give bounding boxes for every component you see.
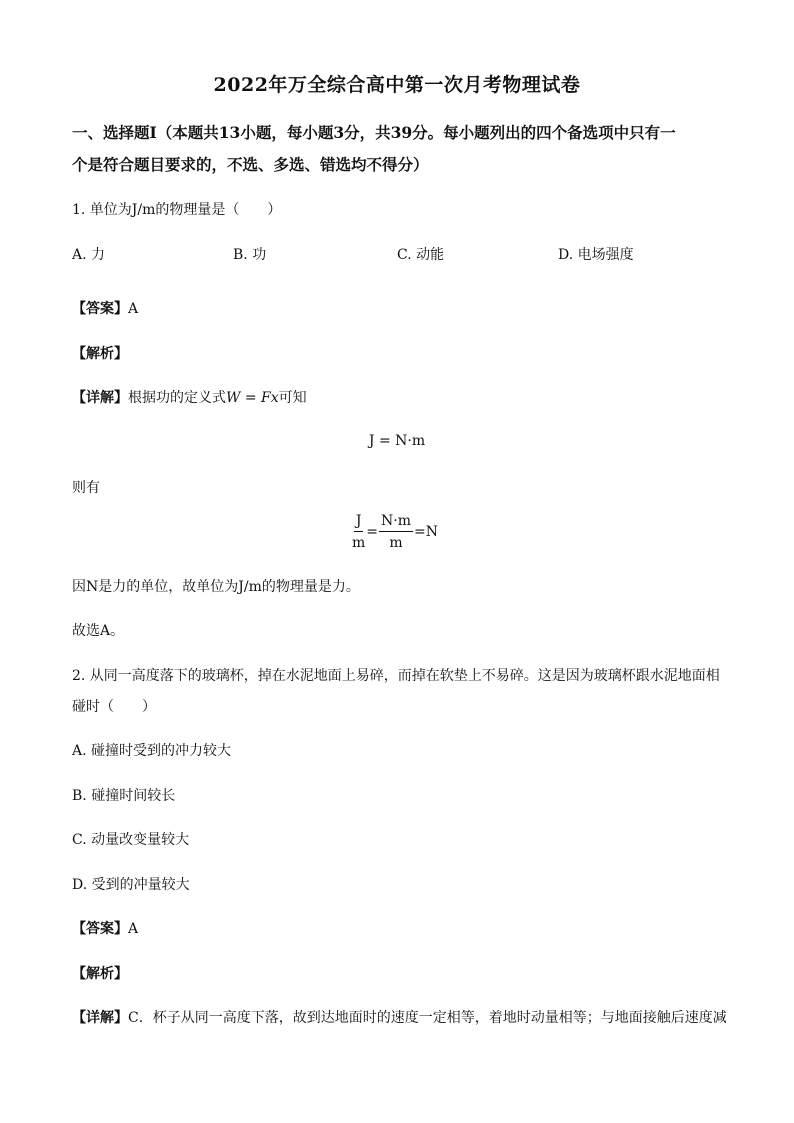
q2-stem-line-2: 碰时（ ） xyxy=(72,699,156,715)
answer-value: A xyxy=(128,921,139,937)
answer-value: A xyxy=(128,301,139,317)
section-heading-line-2: 个是符合题目要求的，不选、多选、错选均不得分） xyxy=(72,155,429,174)
fraction-2 xyxy=(379,513,413,551)
q1-choose: 故选A。 xyxy=(72,623,125,639)
equals-sign: = xyxy=(366,524,379,540)
equation-result: =N xyxy=(414,524,438,540)
q2-option-b: B. 碰撞时间较长 xyxy=(72,788,176,804)
detail-suffix: 可知 xyxy=(278,390,307,406)
q1-option-d: D. 电场强度 xyxy=(558,247,634,263)
fraction-1 xyxy=(352,513,365,551)
q2-stem-line-1: 2. 从同一高度落下的玻璃杯，掉在水泥地面上易碎，而掉在软垫上不易碎。这是因为玻璃杯跟水泥地面相 xyxy=(72,668,720,684)
q2-answer xyxy=(72,918,138,938)
detail-prefix: 根据功的定义式 xyxy=(128,390,226,406)
detail-formula: W = Fx xyxy=(226,390,279,406)
q1-then: 则有 xyxy=(72,480,100,496)
detail-tag: 【详解】 xyxy=(72,1010,128,1026)
q1-stem: 1. 单位为J/m的物理量是（ ） xyxy=(72,202,282,218)
q2-detail xyxy=(72,1007,727,1027)
fraction-1-numerator: J xyxy=(354,513,364,532)
q1-equation-1: J = N·m xyxy=(368,433,426,449)
page-title: 2022年万全综合高中第一次月考物理试卷 xyxy=(213,74,581,96)
fraction-2-numerator: N·m xyxy=(379,513,413,532)
detail-tag: 【详解】 xyxy=(72,390,128,406)
q2-option-a: A. 碰撞时受到的冲力较大 xyxy=(72,743,232,759)
q1-equation-2 xyxy=(352,513,439,551)
q1-answer xyxy=(72,298,138,318)
q1-analysis-tag: 【解析】 xyxy=(72,346,128,362)
answer-tag: 【答案】 xyxy=(72,921,128,937)
q2-option-d: D. 受到的冲量较大 xyxy=(72,877,190,893)
q1-detail xyxy=(72,387,307,407)
answer-tag: 【答案】 xyxy=(72,301,128,317)
q1-option-c: C. 动能 xyxy=(397,247,445,263)
section-heading-line-1: 一、选择题Ⅰ（本题共13小题，每小题3分，共39分。每小题列出的四个备选项中只有一 xyxy=(72,123,676,142)
fraction-1-denominator: m xyxy=(352,535,366,551)
q2-analysis-tag: 【解析】 xyxy=(72,966,128,982)
fraction-2-denominator: m xyxy=(389,535,403,551)
q1-option-b: B. 功 xyxy=(233,247,267,263)
q1-option-a: A. 力 xyxy=(72,247,106,263)
q2-option-c: C. 动量改变量较大 xyxy=(72,832,190,848)
q1-conclusion: 因N是力的单位，故单位为J/m的物理量是力。 xyxy=(72,579,360,595)
detail-text: C．杯子从同一高度下落，故到达地面时的速度一定相等，着地时动量相等；与地面接触后速度减 xyxy=(128,1010,727,1026)
